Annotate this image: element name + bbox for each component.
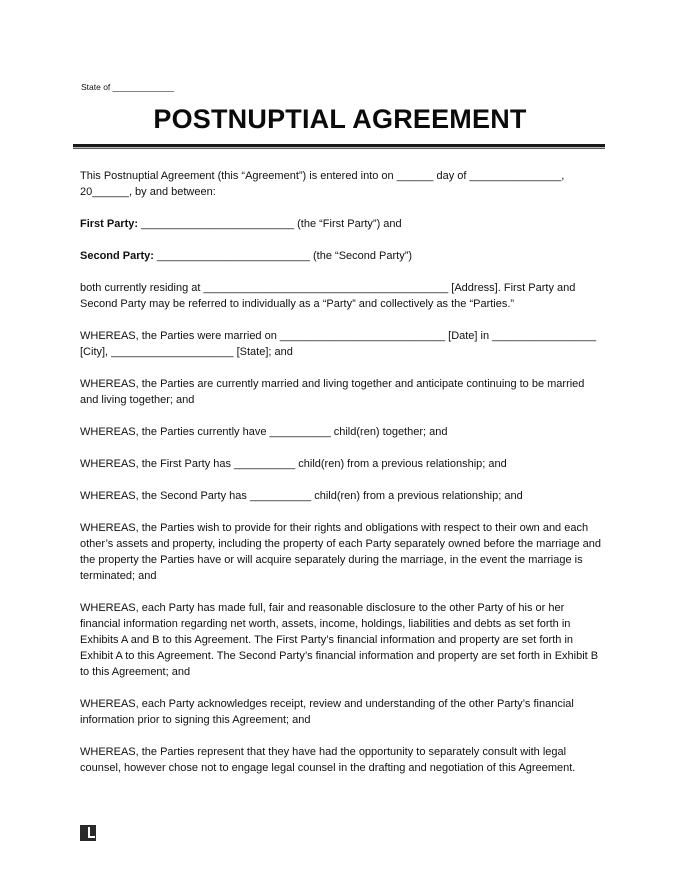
state-line: State of _____________ [81,82,175,92]
title-divider [73,144,605,149]
document-body [80,168,605,792]
disclosure-paragraph: WHEREAS, each Party has made full, fair and reasonable disclosure to the other Party of his or her financial information regarding net worth, assets, income, holdings, liabilities and debts as set forth in Exhibits A and B to this Agreement. The First Party’s financial information and property are set forth in Exhibit A to this Agreement. The Second Party’s financial information and property are set forth in Exhibit B to this Agreement; and [80,602,599,678]
second-party-label: Second Party: [80,250,154,262]
rights-obligations-paragraph: WHEREAS, the Parties wish to provide for their rights and obligations with respect to their own and each other’s assets and property, including the property of each Party separately owned before the marriage and the property the Parties have or will acquire separately during the marriage, in the event the marriage is terminated; and [80,522,601,582]
second-party-line [80,248,605,264]
first-party-text: _________________________ (the “First Party”) and [138,218,402,230]
first-party-children-paragraph: WHEREAS, the First Party has __________ child(ren) from a previous relationship; and [80,458,507,470]
residing-paragraph: both currently residing at ________________________________________ [Address]. First Party and Second Party may be referred to individually as a “Party” and collectively as the “Parties.” [80,282,576,310]
acknowledges-paragraph: WHEREAS, each Party acknowledges receipt, review and understanding of the other Party’s financial information prior to signing this Agreement; and [80,698,574,726]
brand-logo-icon [80,825,96,841]
first-party-label: First Party: [80,218,139,230]
living-together-paragraph: WHEREAS, the Parties are currently married and living together and anticipate continuing to be married and living together; and [80,378,585,406]
second-party-children-paragraph: WHEREAS, the Second Party has __________ child(ren) from a previous relationship; and [80,490,523,502]
legal-counsel-paragraph: WHEREAS, the Parties represent that they have had the opportunity to separately consult with legal counsel, however chose not to engage legal counsel in the drafting and negotiation of this Agreement. [80,746,576,774]
children-together-paragraph: WHEREAS, the Parties currently have __________ child(ren) together; and [80,426,448,438]
second-party-text: _________________________ (the “Second Party”) [153,250,413,262]
document-title: POSTNUPTIAL AGREEMENT [153,104,527,134]
married-on-paragraph: WHEREAS, the Parties were married on ___________________________ [Date] in _________________ [City], ____________________ [State]; and [80,330,597,358]
first-party-line [80,216,605,232]
intro-paragraph: This Postnuptial Agreement (this “Agreement”) is entered into on ______ day of _______________, 20______, by and between: [80,170,565,198]
